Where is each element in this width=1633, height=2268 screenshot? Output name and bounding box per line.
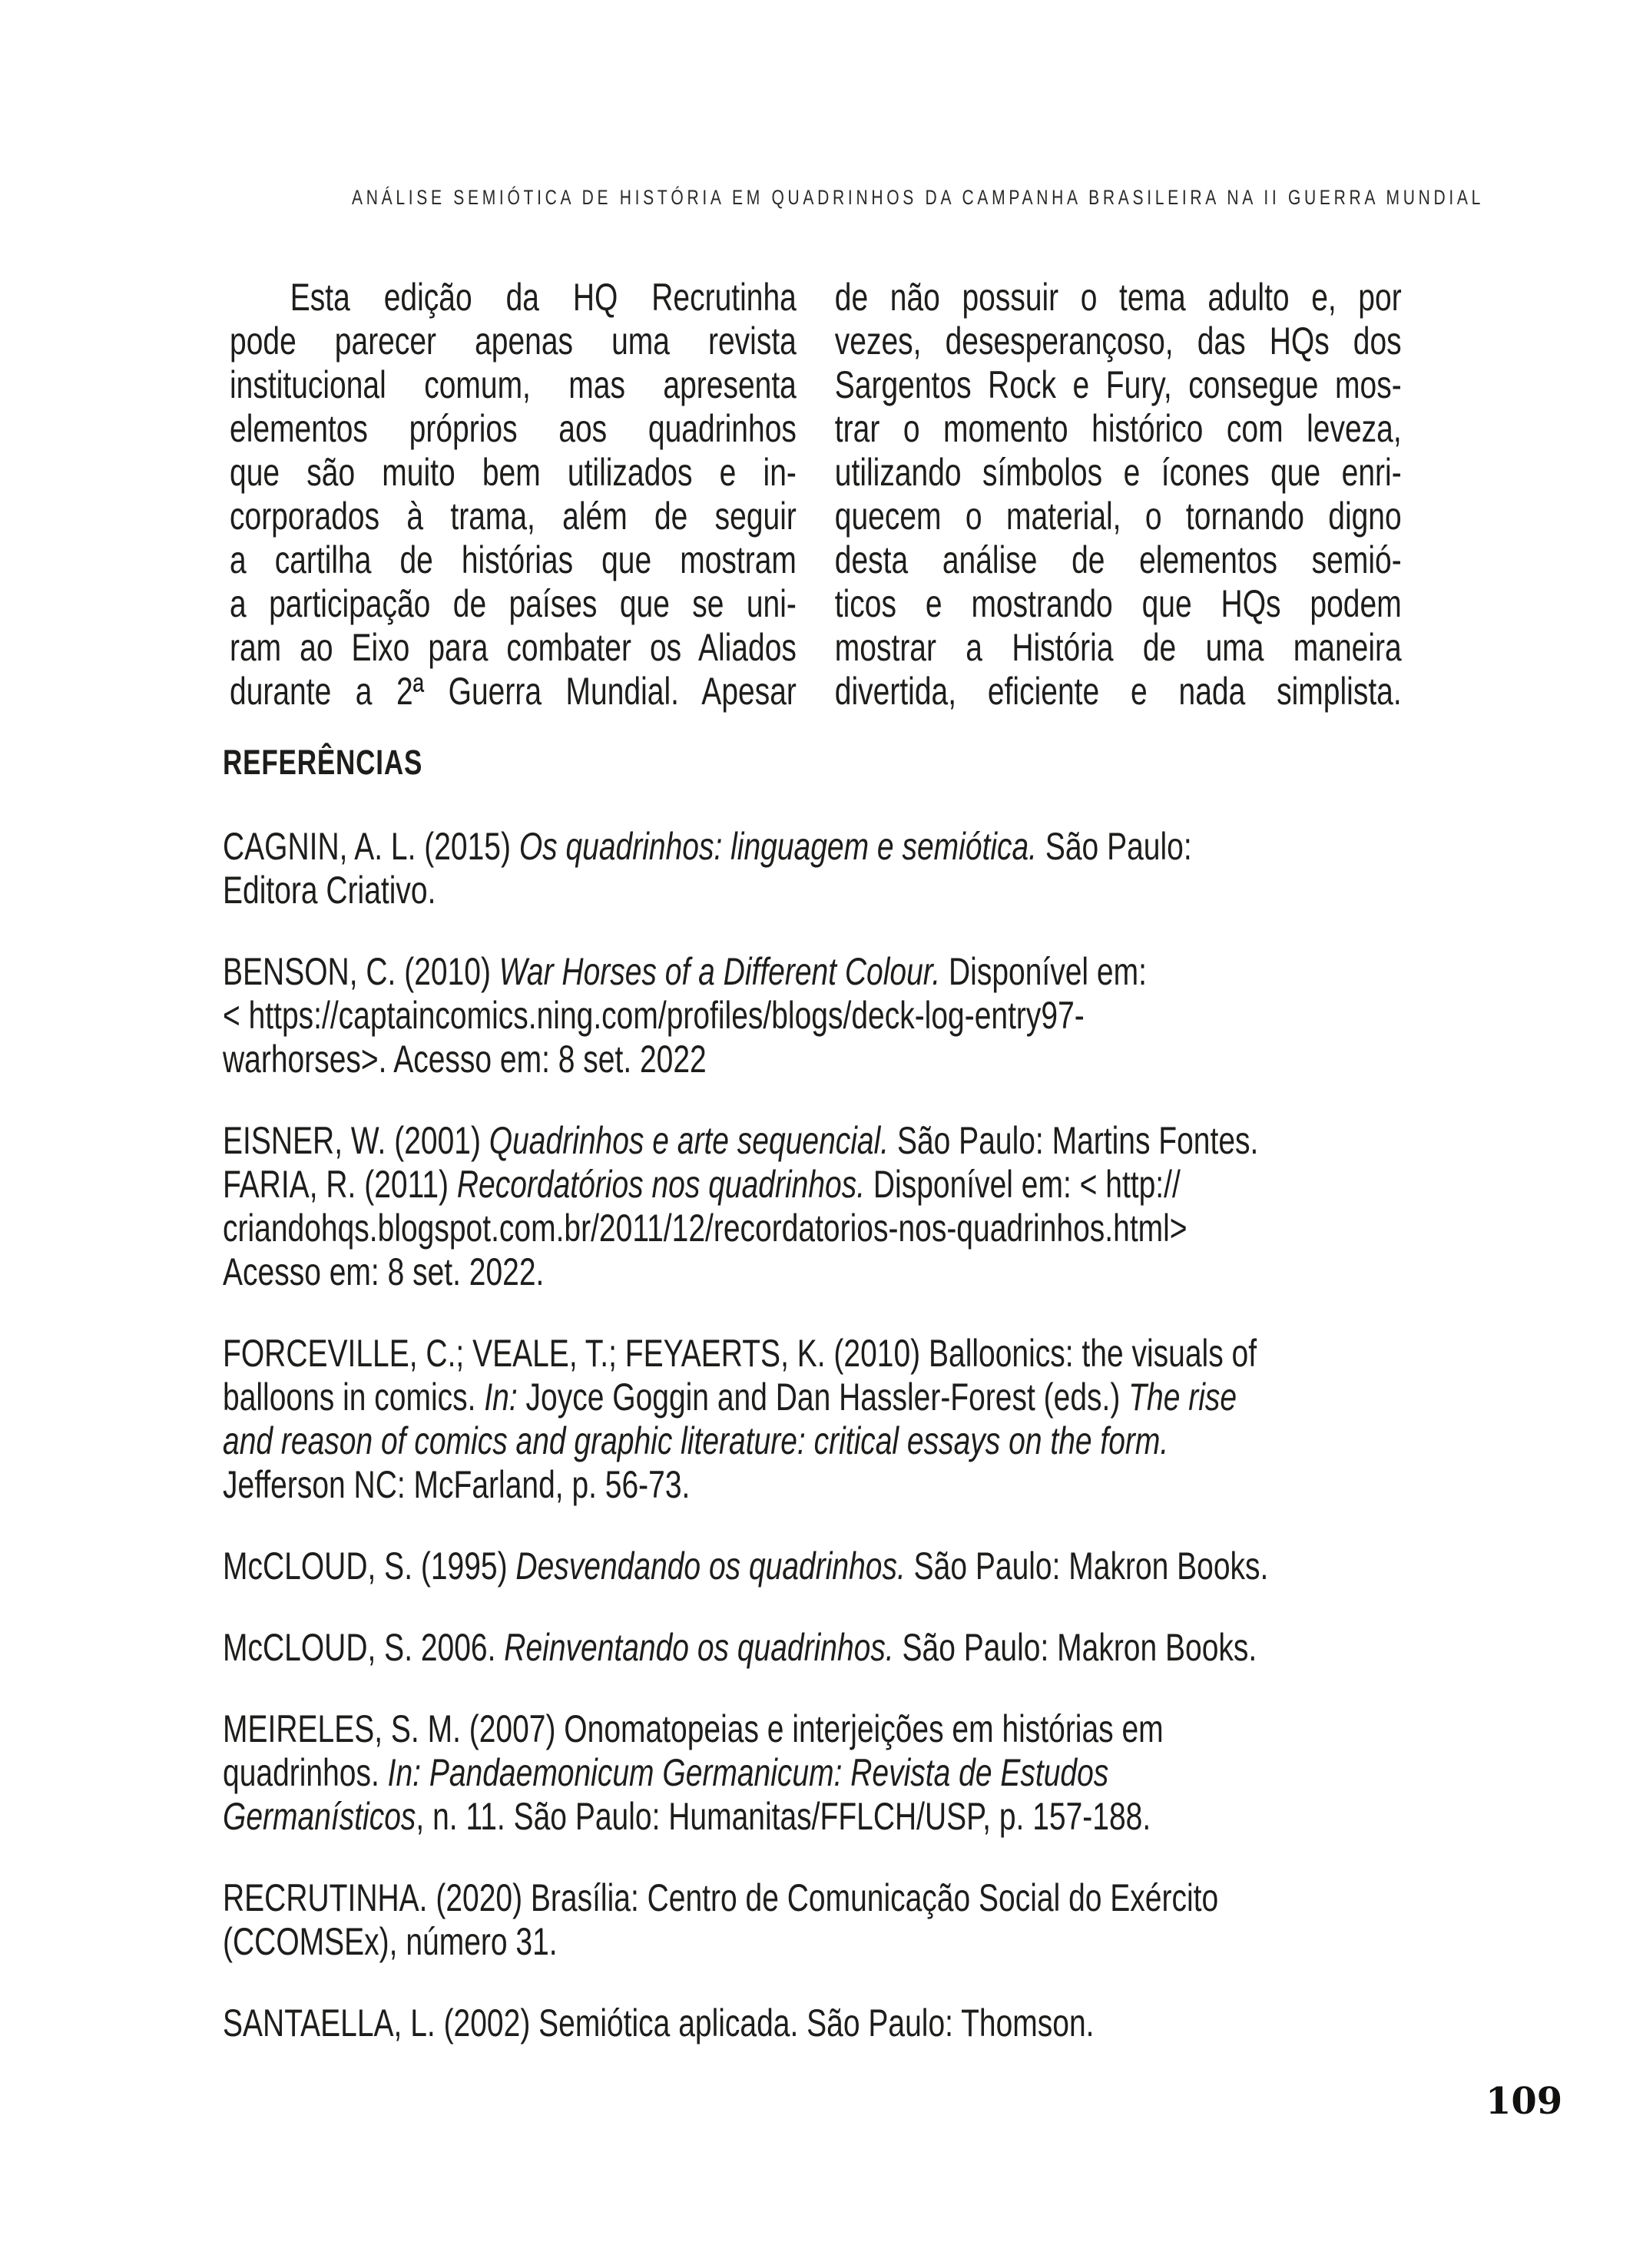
references-list <box>223 825 1415 2045</box>
page-number: 109 <box>1486 2080 1563 2123</box>
reference-entry <box>223 1545 1415 1588</box>
text-line: utilizando símbolos e ícones que enri- <box>834 451 1402 494</box>
text-line: desta análise de elementos semió- <box>834 538 1402 581</box>
text-line: divertida, eficiente e nada simplista. <box>834 670 1402 713</box>
text-line: a cartilha de histórias que mostram <box>230 538 797 581</box>
reference-text: FARIA, R. (2011) <box>223 1163 457 1206</box>
reference-text: McCLOUD, S. 2006. <box>223 1626 505 1669</box>
reference-entry <box>223 825 1415 912</box>
reference-line <box>223 1163 1415 1207</box>
text-line: institucional comum, mas apresenta <box>230 363 797 406</box>
reference-text-italic: War Horses of a Different Colour. <box>499 950 941 993</box>
reference-entry <box>223 950 1415 1081</box>
reference-text-italic: Reinventando os quadrinhos. <box>504 1626 894 1669</box>
reference-text: , n. 11. São Paulo: Humanitas/FFLCH/USP, p. 157-188. <box>416 1795 1151 1838</box>
reference-line <box>223 1250 1415 1294</box>
reference-text: CAGNIN, A. L. (2015) <box>223 825 519 868</box>
reference-entry <box>223 1332 1415 1507</box>
reference-line <box>223 1707 1415 1751</box>
text-line: ticos e mostrando que HQs podem <box>834 582 1402 625</box>
reference-line <box>223 825 1415 869</box>
reference-line <box>223 1920 1415 1964</box>
article-columns <box>230 276 1410 714</box>
reference-text: FORCEVILLE, C.; VEALE, T.; FEYAERTS, K. (2010) Balloonics: the visuals of <box>223 1332 1257 1375</box>
text-line: trar o momento histórico com leveza, <box>834 407 1402 450</box>
running-head: ANÁLISE SEMIÓTICA DE HISTÓRIA EM QUADRINHOS DA CAMPANHA BRASILEIRA NA II GUERRA MUNDIAL <box>352 186 1485 209</box>
reference-text: McCLOUD, S. (1995) <box>223 1545 516 1588</box>
reference-text: EISNER, W. (2001) <box>223 1119 489 1162</box>
reference-entry <box>223 1119 1415 1163</box>
reference-line <box>223 2001 1415 2045</box>
text-line: elementos próprios aos quadrinhos <box>230 407 797 450</box>
reference-entry <box>223 1626 1415 1670</box>
reference-text-italic: Os quadrinhos: linguagem e semiótica. <box>518 825 1038 868</box>
reference-text: BENSON, C. (2010) <box>223 950 499 993</box>
reference-text: (CCOMSEx), número 31. <box>223 1920 558 1963</box>
reference-entry <box>223 2001 1415 2045</box>
reference-text: São Paulo: Makron Books. <box>893 1626 1257 1669</box>
reference-entry <box>223 1876 1415 1964</box>
reference-text-italic: Germanísticos <box>223 1795 416 1838</box>
article-column <box>230 276 797 714</box>
reference-text: quadrinhos. <box>223 1751 388 1794</box>
reference-text-italic: Quadrinhos e arte sequencial. <box>489 1119 889 1162</box>
article-column <box>835 276 1402 714</box>
reference-text: < https://captaincomics.ning.com/profiles/blogs/deck-log-entry97- <box>223 994 1085 1037</box>
reference-text: Disponível em: <box>940 950 1147 993</box>
text-line: a participação de países que se uni- <box>230 582 797 625</box>
reference-text: criandohqs.blogspot.com.br/2011/12/recordatorios-nos-quadrinhos.html> <box>223 1207 1187 1250</box>
reference-line <box>223 1751 1415 1795</box>
reference-line <box>223 950 1415 994</box>
reference-line <box>223 869 1415 912</box>
reference-entry <box>223 1163 1415 1294</box>
text-line: Esta edição da HQ Recrutinha <box>290 276 797 319</box>
reference-line <box>223 1876 1415 1920</box>
reference-line <box>223 1463 1415 1507</box>
reference-line <box>223 1038 1415 1081</box>
reference-text-italic: Recordatórios nos quadrinhos. <box>456 1163 866 1206</box>
reference-text: Disponível em: < http:// <box>865 1163 1181 1206</box>
reference-entry <box>223 1707 1415 1839</box>
reference-line <box>223 1207 1415 1250</box>
reference-line <box>223 1119 1415 1163</box>
reference-text: balloons in comics. <box>223 1376 485 1419</box>
text-line: Sargentos Rock e Fury, consegue mos- <box>834 363 1402 406</box>
references-section <box>223 745 1415 2083</box>
reference-line <box>223 994 1415 1038</box>
reference-line <box>223 1795 1415 1839</box>
reference-line <box>223 1376 1415 1419</box>
reference-text: Joyce Goggin and Dan Hassler-Forest (eds.) <box>517 1376 1129 1419</box>
text-line: que são muito bem utilizados e in- <box>230 451 797 494</box>
text-line: corporados à trama, além de seguir <box>230 495 797 538</box>
text-line: pode parecer apenas uma revista <box>230 320 797 363</box>
reference-text: SANTAELLA, L. (2002) Semiótica aplicada. São Paulo: Thomson. <box>223 2001 1095 2045</box>
text-line: quecem o material, o tornando digno <box>834 495 1402 538</box>
text-line: de não possuir o tema adulto e, por <box>834 276 1402 319</box>
reference-text: São Paulo: Makron Books. <box>905 1545 1269 1588</box>
reference-text: São Paulo: <box>1037 825 1192 868</box>
reference-text: Editora Criativo. <box>223 869 436 912</box>
references-heading: REFERÊNCIAS <box>223 743 423 782</box>
reference-text: MEIRELES, S. M. (2007) Onomatopeias e interjeições em histórias em <box>223 1707 1164 1750</box>
text-line: ram ao Eixo para combater os Aliados <box>230 626 797 669</box>
reference-text: warhorses>. Acesso em: 8 set. 2022 <box>223 1038 707 1081</box>
reference-text: São Paulo: Martins Fontes. <box>889 1119 1259 1162</box>
reference-text: Acesso em: 8 set. 2022. <box>223 1250 545 1293</box>
reference-text-italic: In: <box>484 1376 518 1419</box>
reference-line <box>223 1332 1415 1376</box>
reference-text-italic: and reason of comics and graphic literature: critical essays on the form. <box>223 1419 1169 1462</box>
reference-text: RECRUTINHA. (2020) Brasília: Centro de Comunicação Social do Exército <box>223 1876 1219 1919</box>
reference-line <box>223 1545 1415 1588</box>
text-line: vezes, desesperançoso, das HQs dos <box>834 320 1402 363</box>
reference-text-italic: In: Pandaemonicum Germanicum: Revista de Estudos <box>387 1751 1109 1794</box>
text-line: mostrar a História de uma maneira <box>834 626 1402 669</box>
reference-text: Jefferson NC: McFarland, p. 56-73. <box>223 1463 691 1506</box>
reference-text-italic: Desvendando os quadrinhos. <box>515 1545 906 1588</box>
reference-line <box>223 1626 1415 1670</box>
reference-line <box>223 1419 1415 1463</box>
text-line: durante a 2ª Guerra Mundial. Apesar <box>230 670 797 713</box>
reference-text-italic: The rise <box>1128 1376 1237 1419</box>
